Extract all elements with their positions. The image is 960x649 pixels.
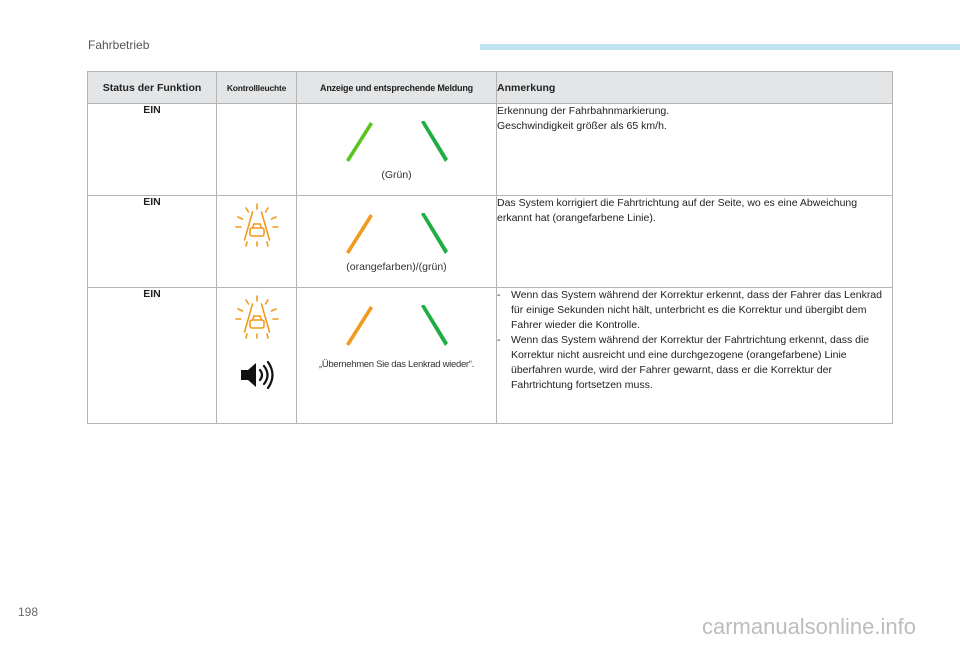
- list-item-text: Wenn das System während der Korrektur der Fahrtrichtung erkennt, dass die Korrektur nicht ausreicht und eine durchgezogene (orangefarbene) Linie überfahren wurde, wird der Fahrer gewarnt, dass er die Korrektur der Fahrtrichtung fortsetzen muss.: [511, 334, 870, 391]
- display-cell: [297, 196, 497, 288]
- lamp-cell: [217, 288, 297, 424]
- lane-line-right: [421, 213, 448, 254]
- column-header-warning-lamp: Kontrollleuchte: [217, 72, 297, 104]
- remark-line: Geschwindigkeit größer als 65 km/h.: [497, 120, 667, 132]
- lane-line-left: [346, 214, 373, 254]
- lamp-cell-empty: [217, 104, 297, 196]
- section-title: Fahrbetrieb: [88, 38, 150, 52]
- column-header-status: Status der Funktion: [88, 72, 217, 104]
- list-item: [497, 333, 892, 393]
- lane-line-left: [346, 122, 373, 162]
- list-dash: -: [497, 334, 501, 346]
- remark-cell: [497, 288, 893, 424]
- page-number: 198: [18, 605, 39, 619]
- lane-lines-icon: [342, 121, 452, 163]
- display-caption: (Grün): [381, 169, 412, 181]
- lane-line-left: [346, 306, 373, 346]
- lamp-cell: [217, 196, 297, 288]
- list-item: [497, 288, 892, 333]
- table-header-row: [88, 72, 893, 104]
- table-row: [88, 196, 893, 288]
- lane-warning-lamp-icon: [234, 202, 280, 248]
- speaker-icon: [239, 361, 275, 389]
- lane-line-right: [421, 305, 448, 346]
- column-header-display-message: Anzeige und entsprechende Meldung: [297, 72, 497, 104]
- status-cell: EIN: [88, 104, 217, 196]
- remark-line: Das System korrigiert die Fahrtrichtung auf der Seite, wo es eine Abweichung erkannt hat (orangefarbene Linie).: [497, 197, 858, 224]
- list-dash: -: [497, 289, 501, 301]
- status-cell: EIN: [88, 288, 217, 424]
- remark-cell: [497, 196, 893, 288]
- remark-list: [497, 288, 892, 393]
- watermark: carmanualsonline.info: [701, 614, 916, 639]
- display-caption: „Übernehmen Sie das Lenkrad wieder“.: [318, 359, 474, 370]
- column-header-remark: Anmerkung: [497, 72, 893, 104]
- lane-warning-lamp-icon: [234, 294, 280, 340]
- lane-line-right: [421, 121, 448, 162]
- display-cell: [297, 288, 497, 424]
- table-row: [88, 288, 893, 424]
- remark-cell: [497, 104, 893, 196]
- remark-line: Erkennung der Fahrbahnmarkierung.: [497, 105, 670, 117]
- status-cell: EIN: [88, 196, 217, 288]
- section-accent-bar: [480, 44, 960, 50]
- display-caption: (orangefarben)/(grün): [346, 261, 447, 273]
- lane-lines-icon: [342, 213, 452, 255]
- table-row: [88, 104, 893, 196]
- function-status-table: [87, 71, 893, 424]
- list-item-text: Wenn das System während der Korrektur erkennt, dass der Fahrer das Lenkrad für einige Sekunden nicht hält, unterbricht es die Korrektur und übergibt dem Fahrer wieder die Kontrolle.: [511, 289, 882, 331]
- lane-lines-icon: [342, 305, 452, 347]
- display-cell: [297, 104, 497, 196]
